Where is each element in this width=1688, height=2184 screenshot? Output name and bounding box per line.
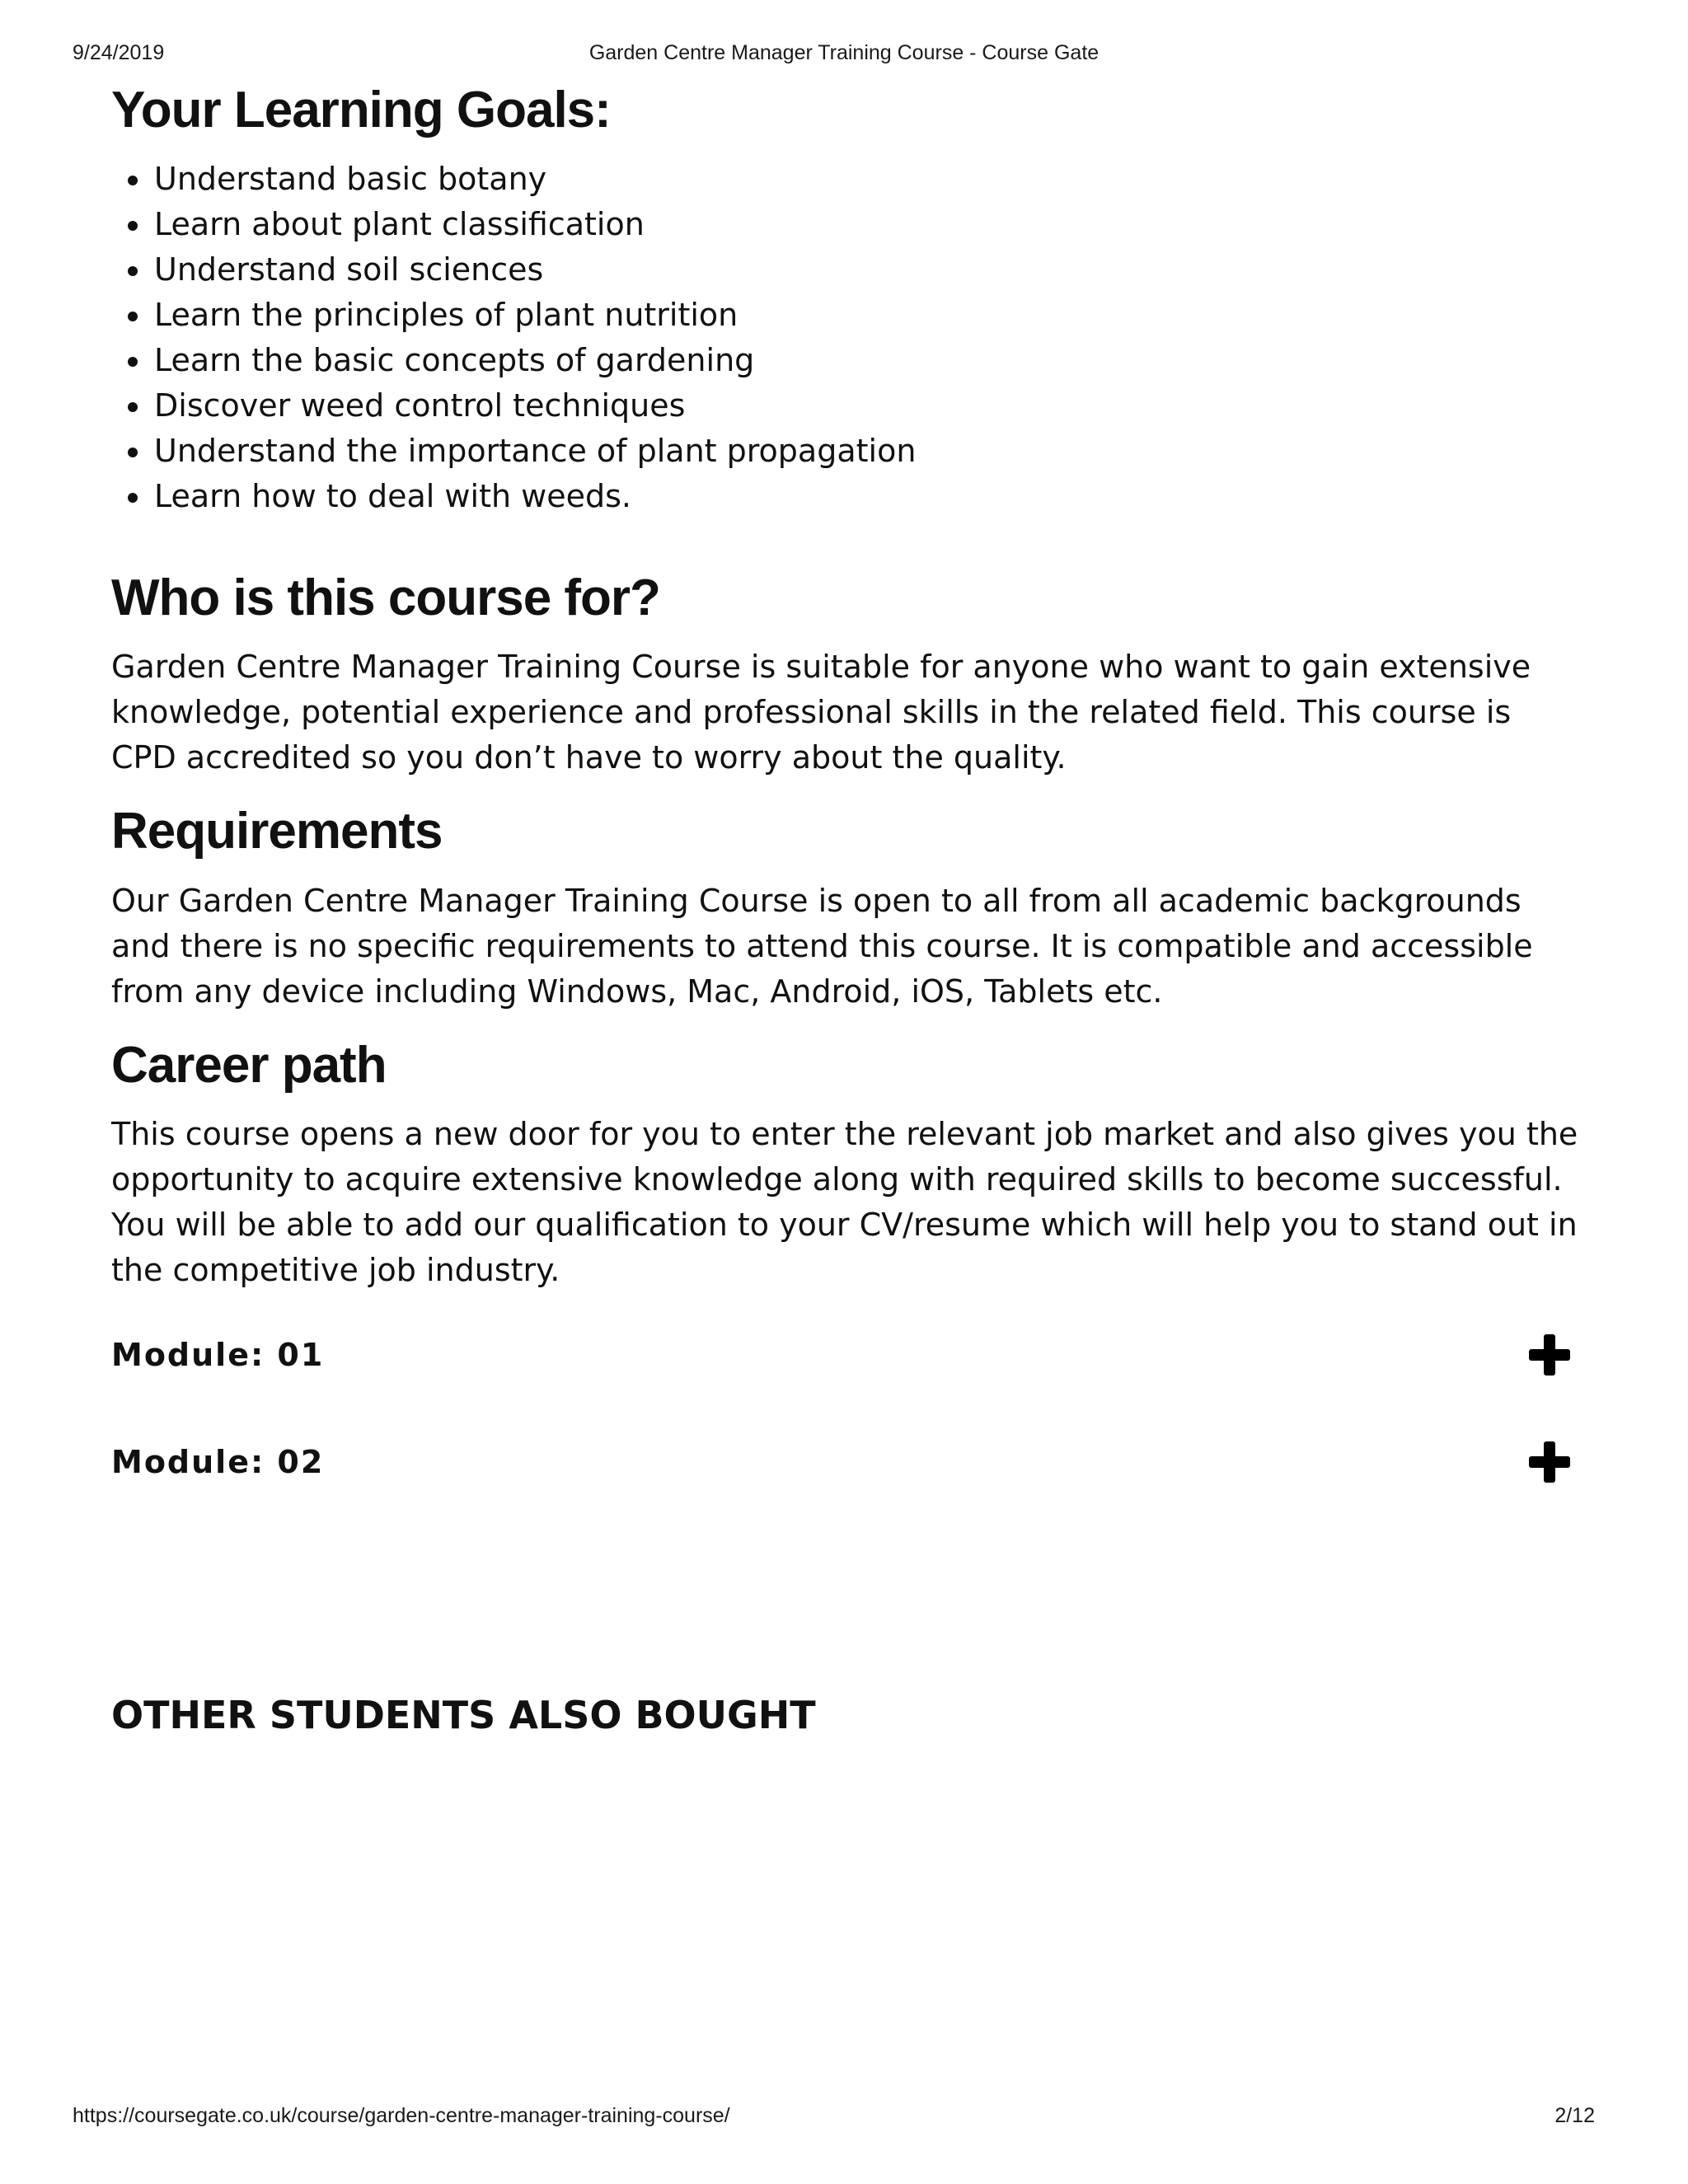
module-label: Module: 01 [111, 1336, 325, 1373]
page-number: 2/12 [1554, 2104, 1595, 2127]
list-item: • Learn how to deal with weeds. [152, 474, 1578, 519]
module-02-accordion[interactable] [111, 1408, 1578, 1516]
print-page-title: Garden Centre Manager Training Course - Course Gate [588, 41, 1100, 64]
course-content [111, 82, 1578, 1737]
print-date: 9/24/2019 [73, 41, 165, 64]
also-bought-heading: OTHER STUDENTS ALSO BOUGHT [111, 1692, 816, 1737]
plus-icon[interactable] [1529, 1334, 1570, 1376]
requirements-heading: Requirements [111, 803, 443, 860]
learning-goals-list [111, 157, 1578, 519]
plus-icon[interactable] [1529, 1441, 1570, 1483]
requirements-text: Our Garden Centre Manager Training Course is open to all from all academic backgrounds and there is no specific requirements to attend this course. It is compatible and accessible from any device including Windows, Mac, Android, iOS, Tablets etc. [111, 882, 1533, 1010]
list-item: • Discover weed control techniques [152, 383, 1578, 429]
who-for-heading: Who is this course for? [111, 569, 660, 627]
list-item: • Learn the principles of plant nutrition [152, 293, 1578, 338]
module-01-accordion[interactable] [111, 1301, 1578, 1408]
list-item: • Understand basic botany [152, 157, 1578, 202]
print-header [73, 41, 1615, 69]
list-item: • Understand the importance of plant propagation [152, 429, 1578, 474]
learning-goals-heading: Your Learning Goals: [111, 82, 611, 138]
print-footer [73, 2104, 1615, 2132]
list-item: • Learn the basic concepts of gardening [152, 338, 1578, 383]
list-item: • Understand soil sciences [152, 247, 1578, 293]
page-url: https://coursegate.co.uk/course/garden-centre-manager-training-course/ [73, 2104, 730, 2127]
career-path-heading: Career path [111, 1036, 387, 1094]
module-label: Module: 02 [111, 1443, 325, 1480]
who-for-text: Garden Centre Manager Training Course is suitable for anyone who want to gain extensive knowledge, potential experience and professional skills in the related field. This course is CPD accredited so you don’t have to worry about the quality. [111, 649, 1531, 776]
list-item: • Learn about plant classification [152, 202, 1578, 247]
career-path-text: This course opens a new door for you to enter the relevant job market and also gives you the opportunity to acquire extensive knowledge along with required skills to become successful. You will be able to add our qualification to your CV/resume which will help you to stand out in the competitive job industry. [111, 1115, 1578, 1288]
